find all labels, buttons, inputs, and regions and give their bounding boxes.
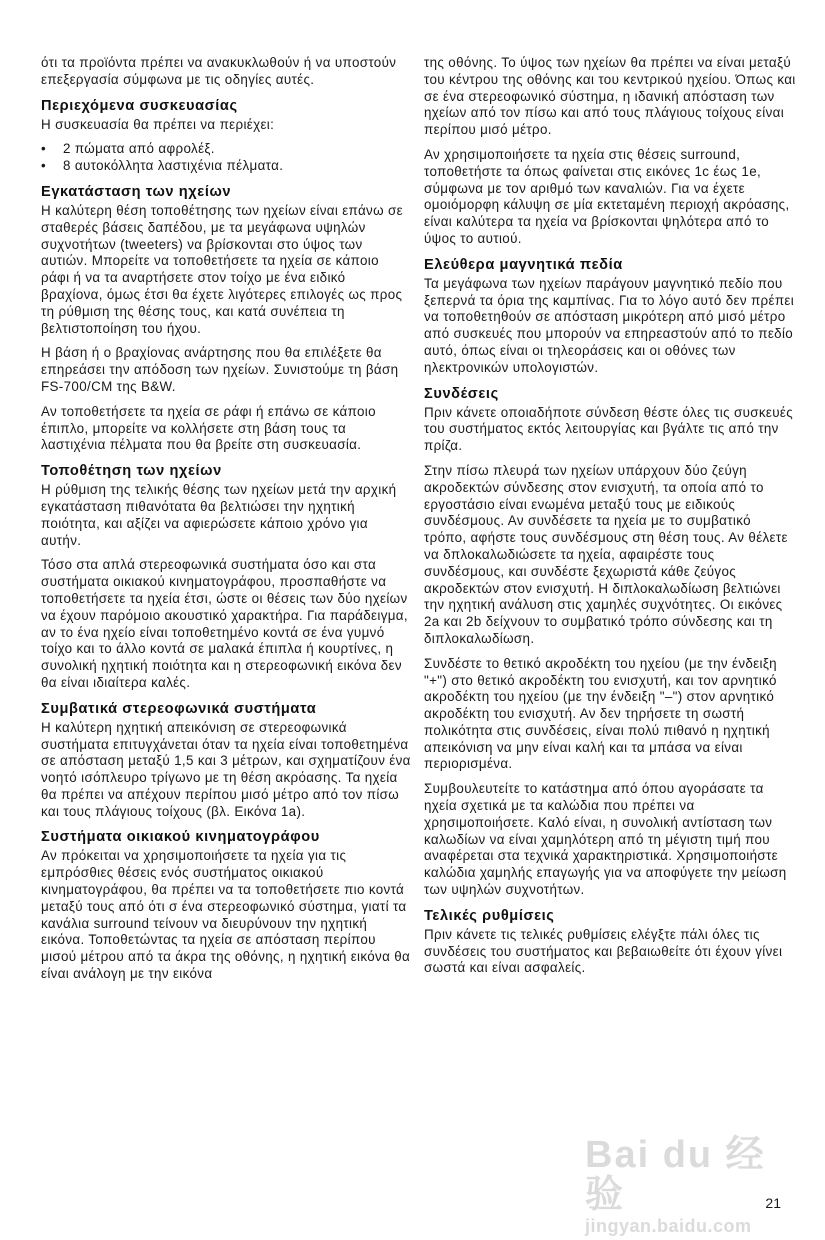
heading-stereo: Συμβατικά στερεοφωνικά συστήματα xyxy=(41,700,317,717)
packaging-text: Η συσκευασία θα πρέπει να περιέχει: xyxy=(41,116,275,132)
packaging-list xyxy=(41,141,411,175)
connections-paragraph: Στην πίσω πλευρά των ηχείων υπάρχουν δύο ζεύγη ακροδεκτών σύνδεσης στον ενισχυτή, τα οποία από το εργοστάσιο είναι ενωμένα μεταξύ τους με ειδικούς συνδέσμους. Αν συνδέσετε τα ηχεία με το συμβατικό τρόπο, αφήστε τους συνδέσμους στη θέση τους. Αν θέλετε να δπλοκαλωδιώσετε τα ηχεία, αφαιρέστε τους συνδέσμους, και συνδέστε ξεχωριστά κάθε ζεύγος ακροδεκτών στον ενισχυτή. Η διπλοκαλωδίωση βελτιώνει την ηχητική ανάλυση στις χαμηλές συχνότητες. Οι εικόνες 2a και 2b δείχνουν το συμβατικό τρόπο σύνδεσης και τη διπλοκαλωδίωση. xyxy=(424,462,788,646)
home-cinema-paragraph: Αν πρόκειται να χρησιμοποιήσετε τα ηχεία για τις εμπρόσθιες θέσεις ενός συστήματος οικιακού κινηματογράφου, θα πρέπει να τα τοποθετήσετε πιο κοντά μεταξύ τους από ότι σ ένα στερεοφωνικό σύστημα, γιατί τα κανάλια surround τείνουν να διευρύνουν την ηχητική εικόνα. Τοποθετώντας τα ηχεία σε απόσταση περίπου μισού μέτρου από τα άκρα της οθόνης, η ηχητική εικόνα θα είναι ανάλογη με την εικόνα xyxy=(41,848,411,982)
connections-paragraph: Συνδέστε το θετικό ακροδέκτη του ηχείου (με την ένδειξη "+") στο θετικό ακροδέκτη του ενισχυτή, και τον αρνητικό ακροδέκτη του ηχείου (με την ένδειξη "–") στον αρνητικό ακροδέκτη του ενισχυτή. Αν δεν τηρήσετε τη σωστή πολικότητα στις συνδέσεις, είναι πολύ πιθανό η ηχητική απεικόνιση να μην είναι καλή και τα μπάσα να είναι περιορισμένα. xyxy=(424,655,777,772)
right-column xyxy=(424,55,796,985)
intro-paragraph: ότι τα προϊόντα πρέπει να ανακυκλωθούν ή να υποστούν επεξεργασία σύμφωνα με τις οδηγίες αυτές. xyxy=(41,55,397,87)
heading-connections: Συνδέσεις xyxy=(424,385,499,402)
watermark-logo: Bai du 经验 xyxy=(585,1134,766,1216)
surround-paragraph: Αν χρησιμοποιήσετε τα ηχεία στις θέσεις surround, τοποθετήστε τα όπως φαίνεται στις εικόνες 1c έως 1e, σύμφωνα με τον αριθμό των καναλιών. Για να έχετε ομοιόμορφη κάλυψη σε μία εκτεταμένη περιοχή ακρόασης, είναι καλύτερα τα ηχεία να βρίσκονται ψηλότερα από το ύψος το αυτιού. xyxy=(424,146,790,246)
packaging-item: • 8 αυτοκόλλητα λαστιχένια πέλματα. xyxy=(41,158,411,175)
heading-installation: Εγκατάσταση των ηχείων xyxy=(41,183,232,200)
installation-paragraph: Η καλύτερη θέση τοποθέτησης των ηχείων είναι επάνω σε σταθερές βάσεις δαπέδου, με τα μεγάφωνα υψηλών συχνοτήτων (tweeters) να βρίσκονται στο ύψος των αυτιών. Μπορείτε να τοποθετήσετε τα ηχεία σε κάποιο ράφι ή να τα αναρτήσετε στον τοίχο με ένα ειδικό βραχίονα, όμως έτσι θα έχετε λιγότερες επιλογές ως προς τη ρύθμιση της θέσης τους, και κατά συνέπεια τη βελτιστοποίηση του ήχου. xyxy=(41,202,403,336)
heading-positioning: Τοποθέτηση των ηχείων xyxy=(41,463,222,480)
heading-home-cinema: Συστήματα οικιακού κινηματογράφου xyxy=(41,829,320,846)
final-paragraph: Πριν κάνετε τις τελικές ρυθμίσεις ελέγξτε πάλι όλες τις συνδέσεις του συστήματος και βεβαιωθείτε ότι έχουν γίνει σωστά και είναι ασφαλείς. xyxy=(424,926,783,976)
packaging-item: • 2 πώματα από αφρολέξ. xyxy=(41,141,411,158)
baidu-watermark xyxy=(585,1134,785,1236)
positioning-paragraph: Τόσο στα απλά στερεοφωνικά συστήματα όσο και στα συστήματα οικιακού κινηματογράφου, προσπαθήστε να τοποθετήσετε τα ηχεία έτσι, ώστε οι θέσεις των δύο ηχείων να έχουν παρόμοιο ακουστικό χαρακτήρα. Για παράδειγμα, αν το ένα ηχείο είναι τοποθετημένο κοντά σε ένα γυμνό τοίχο και το άλλο κοντά σε μαλακά έπιπλα ή κουρτίνες, η συνολική ηχητική ποιότητα και η στερεοφωνική εικόνα δεν θα είναι ιδιαίτερα καλές. xyxy=(41,557,408,690)
page-number: 21 xyxy=(765,1195,781,1211)
positioning-paragraph: Η ρύθμιση της τελικής θέσης των ηχείων μετά την αρχική εγκατάσταση πιθανότατα θα βελτιώσει την ηχητική ποιότητα, και αξίζει να αφιερώσετε κάποιο χρόνο για αυτήν. xyxy=(41,482,397,548)
magnetic-paragraph: Τα μεγάφωνα των ηχείων παράγουν μαγνητικό πεδίο που ξεπερνά τα όρια της καμπίνας. Για το λόγο αυτό δεν πρέπει να τοποθετηθούν σε απόσταση μικρότερη από μισό μέτρο από συσκευές που μπορούν να επηρεαστούν από το πεδίο αυτό, όπως είναι οι τηλεοράσεις και οι οθόνες των ηλεκτρονικών υπολογιστών. xyxy=(424,275,795,375)
connections-paragraph: Πριν κάνετε οποιαδήποτε σύνδεση θέστε όλες τις συσκευές του συστήματος εκτός λειτουργίας και βγάλτε τις από την πρίζα. xyxy=(424,404,794,454)
watermark-url: jingyan.baidu.com xyxy=(585,1216,752,1236)
connections-paragraph: Συμβουλευτείτε το κατάστημα από όπου αγοράσατε τα ηχεία σχετικά με τα καλώδια που πρέπει να χρησιμοποιήσετε. Καλό είναι, η συνολική αντίσταση των καλωδίων να είναι χαμηλότερη από τη μέγιστη τιμή που αναφέρεται στα τεχνικά χαρακτηριστικά. Χρησιμοποιήστε καλώδια χαμηλής επαγωγής για να αποφύγετε την μείωση των υψηλών συχνοτήτων. xyxy=(424,781,787,898)
installation-paragraph: Η βάση ή ο βραχίονας ανάρτησης που θα επιλέξετε θα επηρεάσει την απόδοση των ηχείων. Συνιστούμε τη βάση FS-700/CM της B&W. xyxy=(41,345,399,394)
stereo-paragraph: Η καλύτερη ηχητική απεικόνιση σε στερεοφωνικά συστήματα επιτυγχάνεται όταν τα ηχεία είναι τοποθετημένα σε απόσταση μεταξύ 1,5 και 3 μέτρων, και σχηματίζουν ένα νοητό ισόπλευρο τρίγωνο με τη θέση ακρόασης. Τα ηχεία θα πρέπει να απέχουν περίπου μισό μέτρο από τον πίσω και τους πλάγιους τοίχους (βλ. Εικόνα 1a). xyxy=(41,719,411,819)
left-column xyxy=(41,55,411,991)
home-cinema-continued: της οθόνης. Το ύψος των ηχείων θα πρέπει να είναι μεταξύ του κέντρου της οθόνης και του κεντρικού ηχείου. Όπως και σε ένα στερεοφωνικό σύστημα, η ιδανική απόσταση των ηχείων από τον πίσω και από τους πλάγιους τοίχους είναι περίπου μισό μέτρο. xyxy=(424,55,796,138)
heading-magnetic-fields: Ελεύθερα μαγνητικά πεδία xyxy=(424,256,623,273)
heading-packaging: Περιεχόμενα συσκευασίας xyxy=(41,97,238,114)
installation-paragraph: Αν τοποθετήσετε τα ηχεία σε ράφι ή επάνω σε κάποιο έπιπλο, μπορείτε να κολλήσετε στη βάση τους τα λαστιχένια πέλματα που θα βρείτε στη συσκευασία. xyxy=(41,403,376,453)
heading-final-adjustments: Τελικές ρυθμίσεις xyxy=(424,907,555,924)
